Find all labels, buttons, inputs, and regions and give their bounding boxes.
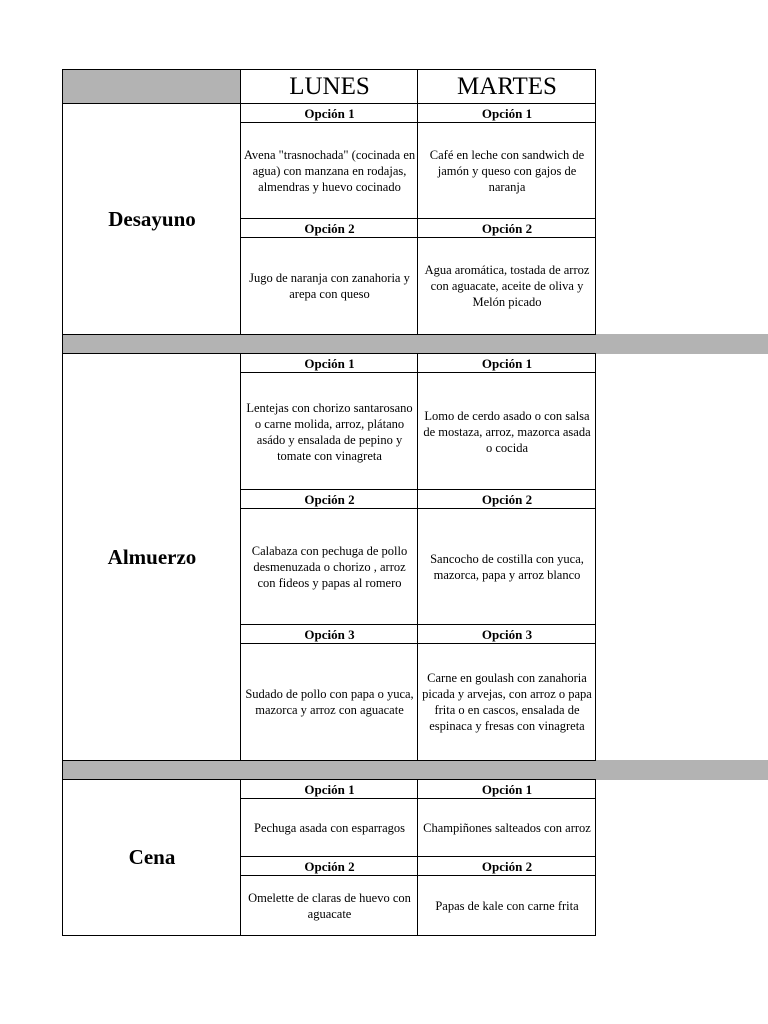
option-label: Opción 1 (304, 105, 355, 121)
option-label: Opción 3 (481, 626, 533, 642)
option-label: Opción 1 (481, 105, 533, 121)
grid-line (240, 353, 241, 761)
dish-cell: Papas de kale con carne frita (435, 898, 579, 913)
section-separator (63, 760, 768, 780)
dish-cell: Jugo de naranja con zanahoria y arepa con queso (249, 271, 410, 301)
meal-label-desayuno: Desayuno (108, 206, 196, 231)
grid-line (62, 353, 596, 354)
dish-cell: Agua aromática, tostada de arroz con aguacate, aceite de oliva y Melón picado (424, 263, 590, 309)
grid-line (62, 69, 596, 70)
header-blank-cell (63, 70, 241, 104)
grid-line (240, 69, 241, 335)
option-label: Opción 2 (481, 858, 533, 874)
option-label: Opción 2 (481, 220, 533, 236)
grid-line (595, 69, 596, 335)
grid-line (240, 798, 596, 799)
grid-line (240, 624, 596, 625)
grid-line (240, 372, 596, 373)
grid-line (595, 353, 596, 761)
grid-line (240, 779, 241, 936)
dish-cell: Champiñones salteados con arroz (423, 821, 591, 835)
grid-line (240, 856, 596, 857)
dish-cell: Calabaza con pechuga de pollo desmenuzada o chorizo , arroz con fideos y papas al romero (251, 544, 408, 590)
day-header-lunes: LUNES (289, 73, 370, 100)
dish-cell: Avena "trasnochada" (cocinada en agua) con manzana en rodajas, almendras y huevo cocinado (243, 148, 416, 194)
dish-cell: Café en leche con sandwich de jamón y queso con gajos de naranja (429, 148, 585, 194)
grid-line (417, 69, 418, 335)
dish-cell: Sudado de pollo con papa o yuca, mazorca y arroz con aguacate (245, 687, 414, 717)
dish-cell: Sancocho de costilla con yuca, mazorca, papa y arroz blanco (430, 552, 584, 582)
grid-line (62, 779, 596, 780)
grid-line (595, 779, 596, 936)
grid-line (62, 334, 596, 335)
dish-cell: Omelette de claras de huevo con aguacate (248, 890, 411, 921)
grid-line (62, 103, 596, 104)
option-label: Opción 2 (481, 491, 533, 507)
grid-line (240, 489, 596, 490)
grid-line (417, 779, 418, 936)
grid-line (240, 218, 596, 219)
option-label: Opción 1 (481, 781, 533, 797)
option-label: Opción 2 (304, 491, 355, 507)
meal-label-almuerzo: Almuerzo (107, 544, 197, 569)
option-label: Opción 1 (304, 355, 355, 371)
day-header-martes: MARTES (457, 73, 557, 100)
option-label: Opción 2 (304, 858, 355, 874)
grid-line (62, 69, 63, 936)
grid-line (240, 508, 596, 509)
grid-line (62, 935, 596, 936)
option-label: Opción 3 (304, 626, 355, 642)
dish-cell: Lentejas con chorizo santarosano o carne molida, arroz, plátano asádo y ensalada de pepino y tomate con vinagreta (246, 400, 413, 463)
grid-line (240, 122, 596, 123)
grid-line (62, 760, 596, 761)
option-label: Opción 2 (304, 220, 355, 236)
option-label: Opción 1 (304, 781, 355, 797)
section-separator (63, 334, 768, 354)
option-label: Opción 1 (481, 355, 533, 371)
meal-label-cena: Cena (128, 845, 176, 869)
grid-line (417, 353, 418, 761)
grid-line (240, 643, 596, 644)
dish-cell: Carne en goulash con zanahoria picada y arvejas, con arroz o papa frita o en cascos, ensalada de espinaca y fresas con vinagreta (422, 671, 592, 733)
grid-line (240, 875, 596, 876)
dish-cell: Pechuga asada con esparragos (254, 821, 405, 835)
grid-line (240, 237, 596, 238)
dish-cell: Lomo de cerdo asado o con salsa de mostaza, arroz, mazorca asada o cocida (423, 408, 591, 455)
